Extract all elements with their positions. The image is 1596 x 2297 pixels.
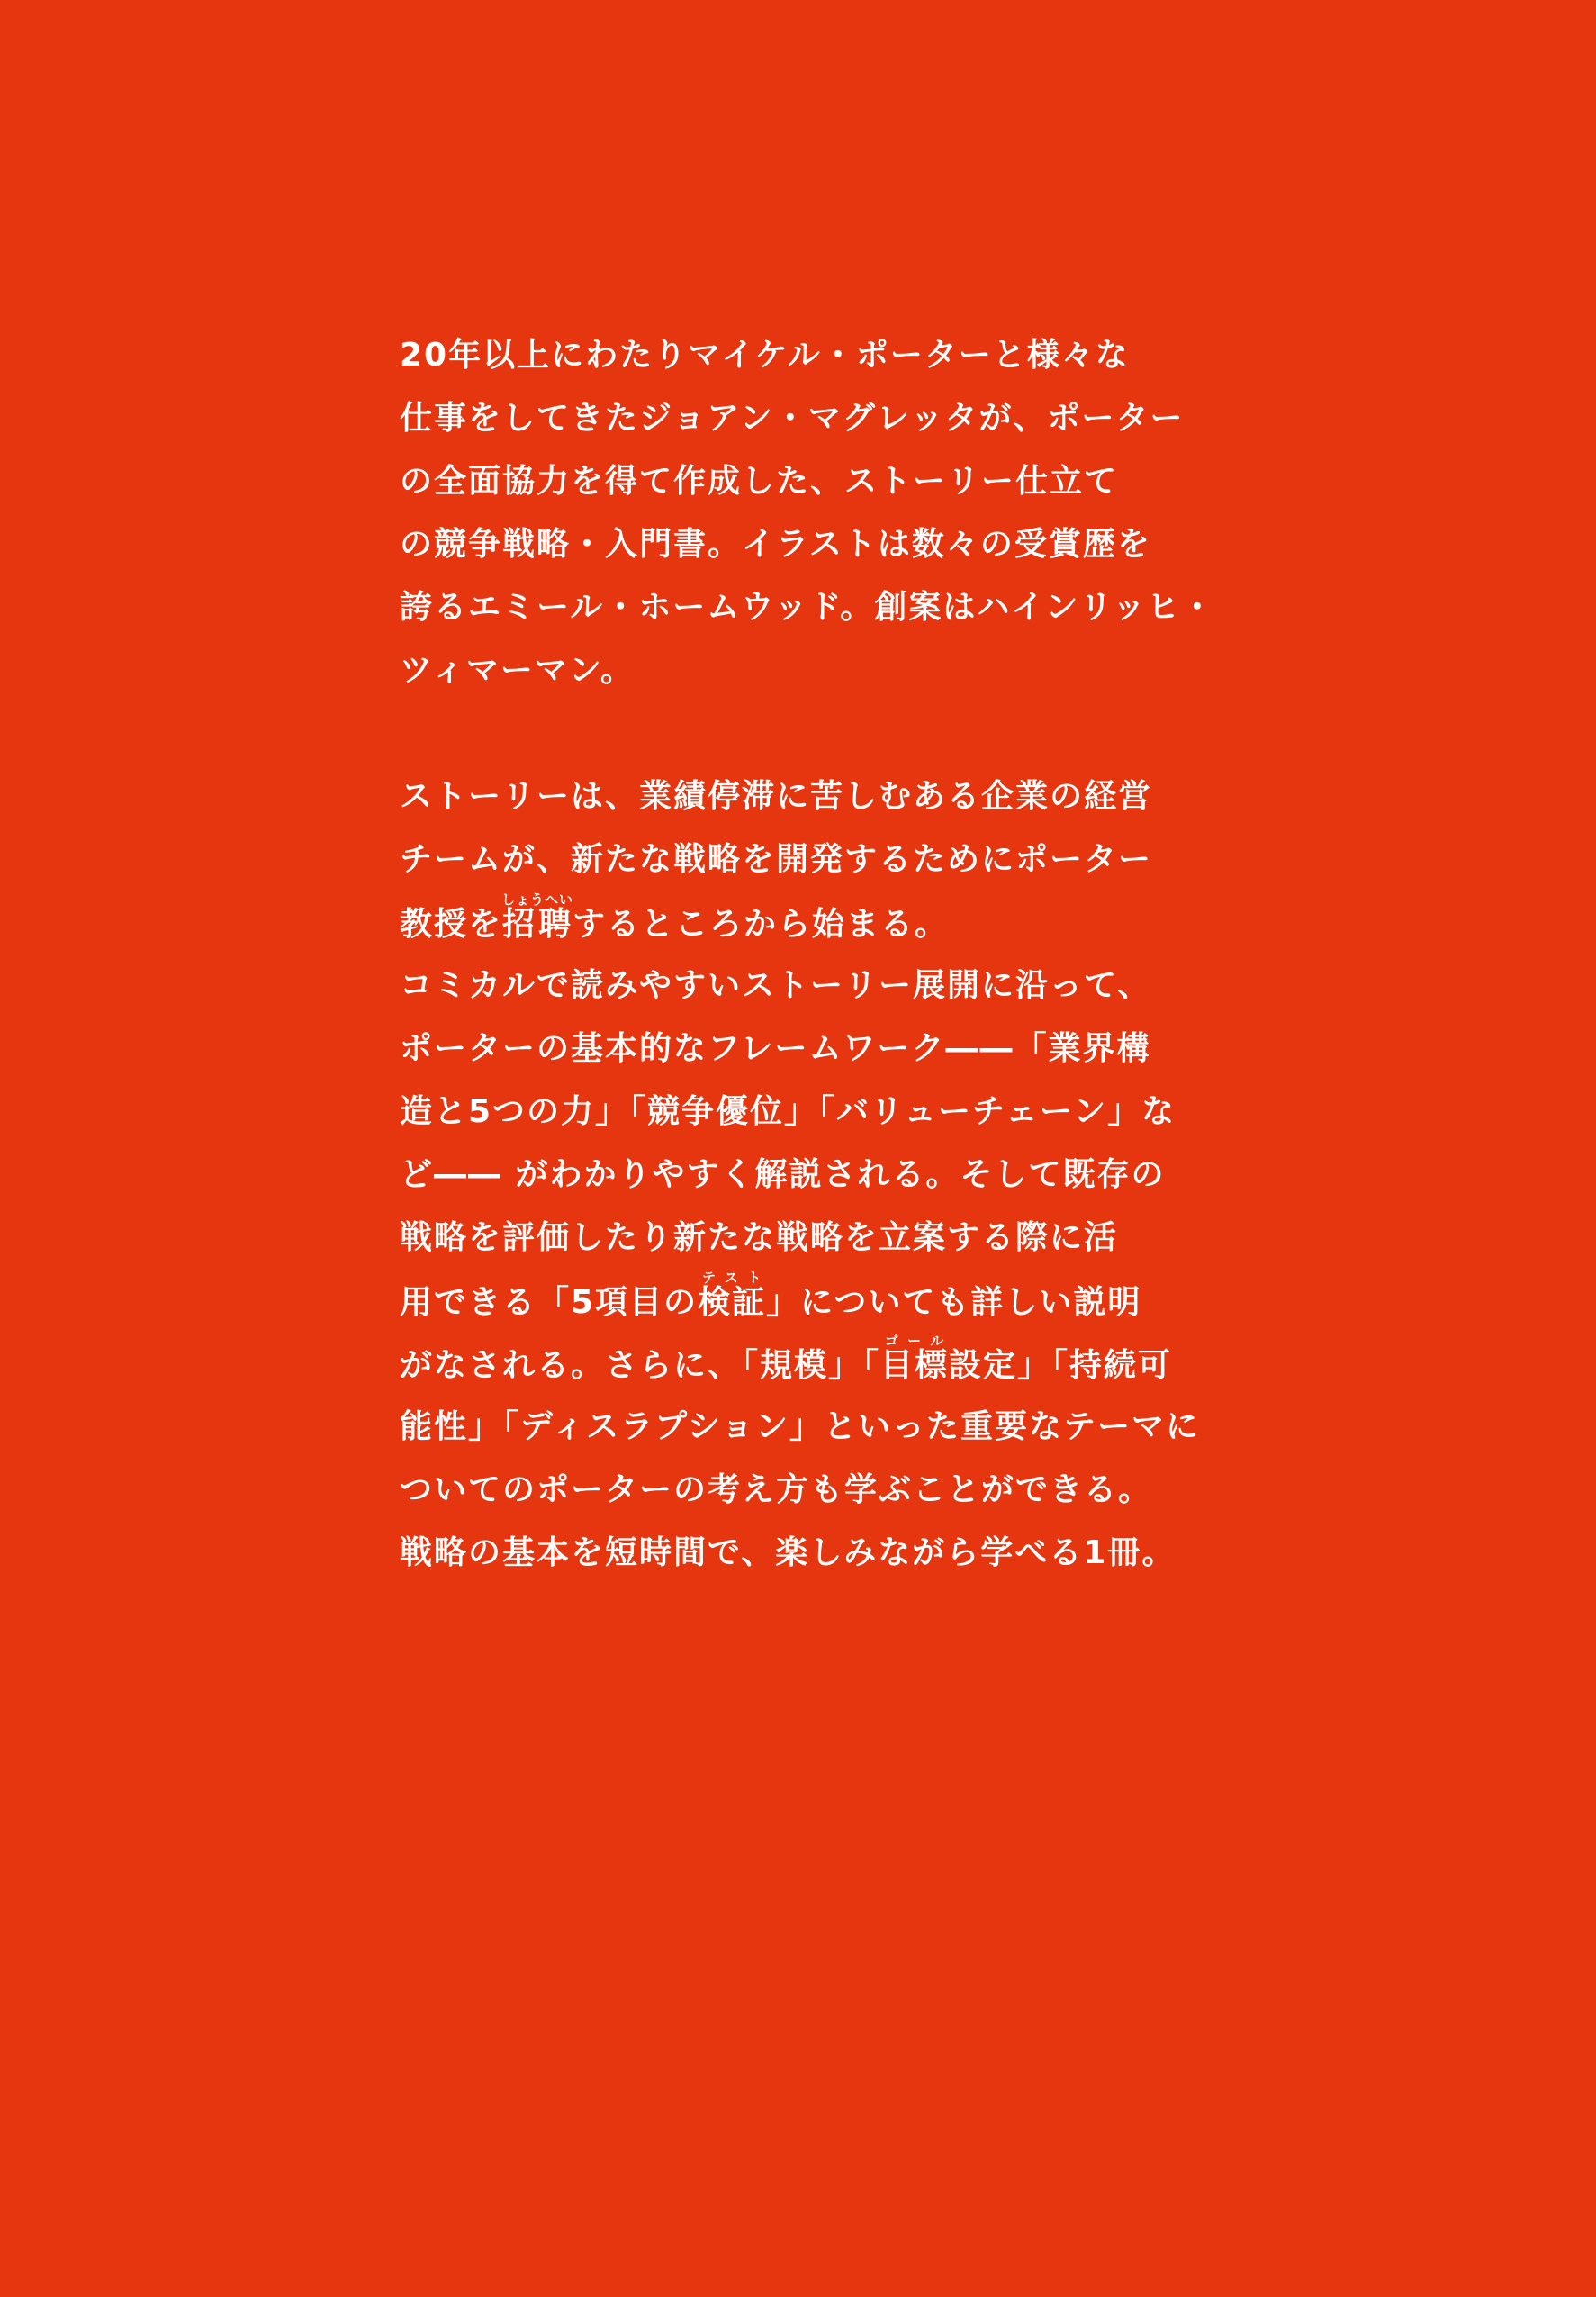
text-line: の競争戦略・入門書。イラストは数々の受賞歴を (400, 526, 1151, 563)
text-line: ストーリーは、業績停滞に苦しむある企業の経営 (400, 778, 1153, 815)
text-segment: するところから始まる。 (573, 906, 950, 943)
text-line: 戦略を評価したり新たな戦略を立案する際に活 (400, 1219, 1119, 1256)
text-line: 戦略の基本を短時間で、楽しみながら学べる1冊。 (400, 1534, 1177, 1571)
text-line: 能性」「ディスラプション」といった重要なテーマに (400, 1408, 1200, 1445)
ruby-base: 検証 (698, 1284, 767, 1321)
text-segment: 用できる「5項目の (400, 1284, 699, 1321)
text-segment: がなされる。さらに、「規模」「 (400, 1347, 881, 1384)
text-line-ruby (400, 891, 1201, 954)
text-line-ruby (400, 1333, 1201, 1396)
text-line: 造と5つの力」「競争優位」「バリューチェーン」な (400, 1093, 1177, 1130)
text-line: の全面協力を得て作成した、ストーリー仕立て (400, 463, 1119, 500)
ruby-reading: しょうへい (501, 891, 574, 908)
ruby-annotation (880, 1333, 950, 1384)
text-line: 仕事をしてきたジョアン・マグレッタが、ポーター (400, 400, 1185, 437)
text-line: 20年以上にわたりマイケル・ポーターと様々な (400, 337, 1130, 374)
text-segment: 」についても詳しい説明 (766, 1284, 1142, 1321)
text-line-ruby (400, 1270, 1201, 1333)
paragraph-intro (400, 324, 1215, 702)
ruby-annotation (698, 1270, 767, 1321)
text-line: チームが、新たな戦略を開発するためにポーター (400, 841, 1153, 878)
book-description (400, 324, 1215, 1585)
text-line: 誇るエミール・ホームウッド。創案はハインリッヒ・ (400, 589, 1215, 626)
paragraph-gap (400, 702, 1201, 765)
ruby-reading: テスト (698, 1270, 767, 1286)
text-segment: 設定」「持続可 (949, 1347, 1173, 1384)
text-line: コミカルで読みやすいストーリー展開に沿って、 (400, 967, 1152, 1004)
text-line: ツィマーマン。 (400, 652, 635, 689)
paragraph-story (400, 765, 1201, 1585)
text-segment: 教授を (400, 906, 503, 943)
text-line: ポーターの基本的なフレームワーク――「業界構 (400, 1030, 1151, 1067)
text-line: ど―― がわかりやすく解説される。そして既存の (400, 1156, 1166, 1193)
text-line: ついてのポーターの考え方も学ぶことができる。 (400, 1471, 1153, 1508)
ruby-base: 目標 (880, 1347, 950, 1384)
ruby-reading: ゴール (880, 1333, 950, 1349)
ruby-base: 招聘 (501, 906, 574, 943)
ruby-annotation (501, 891, 574, 943)
